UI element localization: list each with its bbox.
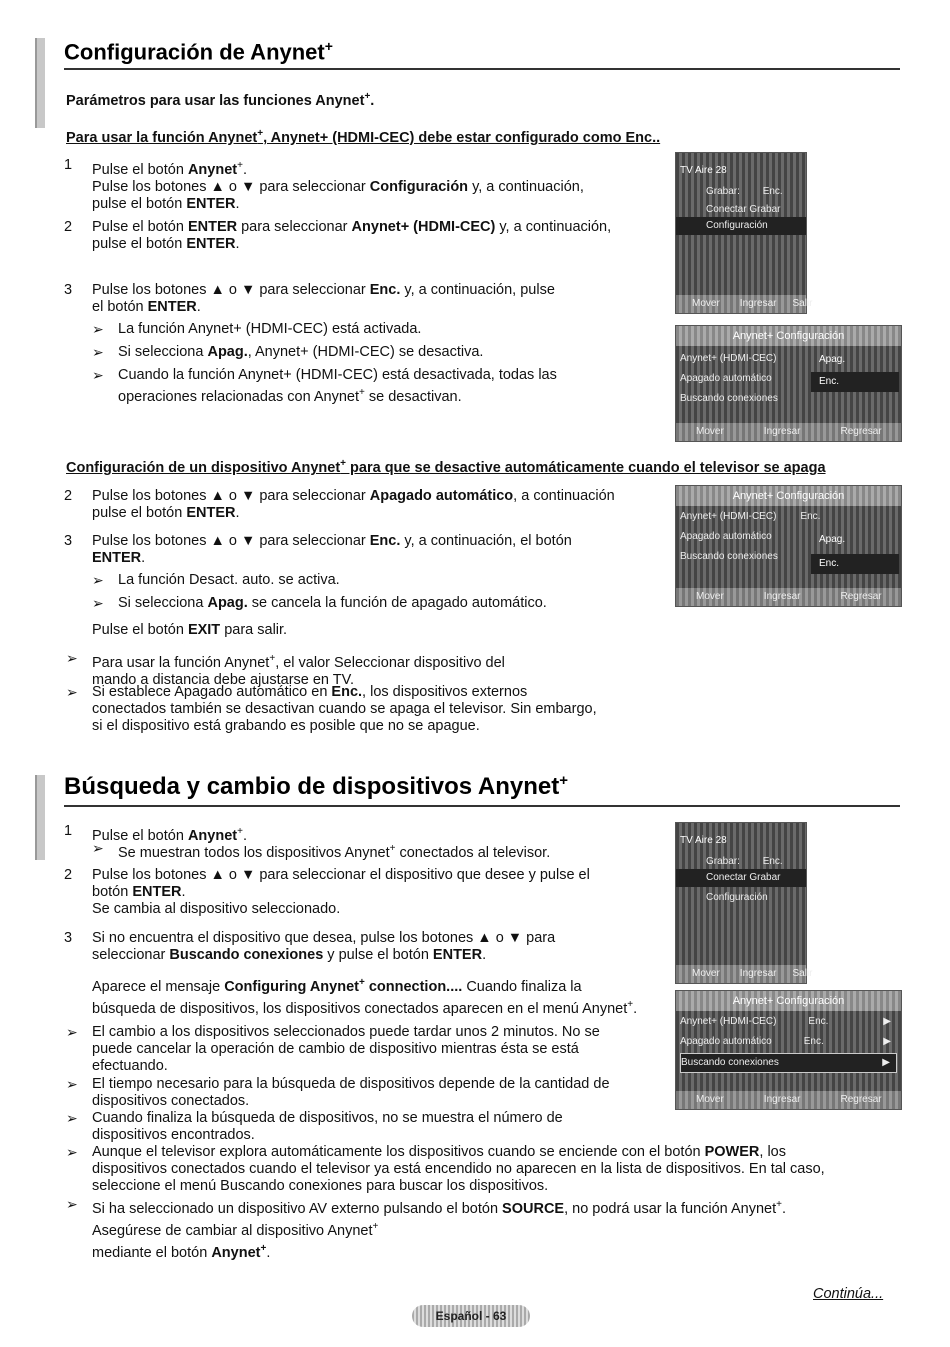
osd-title: Anynet+ Configuración (676, 326, 901, 346)
arrow-icon: ➢ (92, 572, 104, 588)
osd-anynet-config (675, 485, 902, 607)
osd-menu-item: Configuración (706, 892, 768, 903)
osd-menu-item: Configuración (676, 217, 806, 235)
osd-footer: Mover Ingresar Regresar (676, 1091, 901, 1109)
continue-label: Continúa... (813, 1286, 884, 1302)
osd-tv-menu (675, 152, 813, 314)
arrow-icon: ➢ (66, 1144, 78, 1160)
osd-header: TV Aire 28 (680, 165, 727, 176)
step-number: 3 (64, 533, 73, 549)
arrow-icon: ➢ (66, 1024, 78, 1040)
osd-row: Apagado automático (680, 531, 772, 542)
osd-row: Anynet+ (HDMI-CEC) (680, 353, 777, 364)
tip-text: El tiempo necesario para la búsqueda de dispositivos depende de la cantidad de dispositivos conectados. (92, 1076, 610, 1109)
osd-row: Apagado automático (680, 373, 772, 384)
arrow-icon: ➢ (66, 684, 78, 700)
note-text: La función Desact. auto. se activa. (118, 572, 340, 588)
step-number: 1 (64, 823, 73, 839)
osd-option-selected: Enc. (811, 554, 899, 574)
tip-text: Si ha seleccionado un dispositivo AV externo pulsando el botón SOURCE, no podrá usar la función Anynet+. Asegúrese de cambiar al dispositivo Anynet+ mediante el botón Anynet+. (92, 1199, 786, 1261)
tip-text: Aunque el televisor explora automáticamente los dispositivos cuando se enciende con el botón POWER, los dispositivos conectados cuando el televisor ya está encendido no aparecen en la lista de dispositivos. En tal caso, seleccione el menú Buscando conexiones para buscar los dispositivos. (92, 1144, 825, 1194)
section-side-bar (35, 38, 45, 128)
step-text: Pulse el botón ENTER para seleccionar Anynet+ (HDMI-CEC) y, a continuación, pulse el botón ENTER. (92, 219, 612, 252)
section-heading: Configuración de un dispositivo Anynet+ para que se desactive automáticamente cuando el televisor se apaga (66, 458, 826, 476)
note-text: La función Anynet+ (HDMI-CEC) está activada. (118, 321, 422, 337)
intro-heading: Para usar la función Anynet+, Anynet+ (HDMI-CEC) debe estar configurado como Enc.. (66, 128, 661, 146)
step-text: Pulse el botón Anynet+. (92, 826, 247, 844)
note-text: Cuando la función Anynet+ (HDMI-CEC) está desactivada, todas las operaciones relacionadas con Anynet+ se desactivan. (118, 367, 557, 405)
tip-text: El cambio a los dispositivos seleccionados puede tardar unos 2 minutos. No se puede cancelar la operación de cambio de dispositivo mientras ésta se está efectuando. (92, 1024, 600, 1074)
step-number: 2 (64, 867, 73, 883)
title-rule (64, 805, 900, 807)
step-text: Pulse el botón Anynet+. Pulse los botones ▲ o ▼ para seleccionar Configuración y, a continuación, pulse el botón ENTER. (92, 160, 584, 212)
osd-tv-menu (675, 822, 813, 984)
step-number: 2 (64, 488, 73, 504)
arrow-icon: ➢ (66, 1076, 78, 1092)
osd-title: Anynet+ Configuración (676, 991, 901, 1011)
step-number: 3 (64, 930, 73, 946)
osd-row: Apagado automático Enc. ▶ (680, 1036, 891, 1047)
arrow-icon: ➢ (92, 321, 104, 337)
osd-header: TV Aire 28 (680, 835, 727, 846)
exit-instruction: Pulse el botón EXIT para salir. (92, 622, 288, 638)
step-text: Si no encuentra el dispositivo que desea, pulse los botones ▲ o ▼ para seleccionar Buscando conexiones y pulse el botón ENTER. (92, 930, 556, 963)
step-number: 1 (64, 157, 73, 173)
osd-option-selected: Enc. (811, 372, 899, 392)
osd-option: Apag. (819, 354, 846, 365)
osd-row: Buscando conexiones (680, 393, 778, 404)
step-text: Pulse los botones ▲ o ▼ para seleccionar Enc. y, a continuación, pulse el botón ENTER. (92, 282, 555, 315)
arrow-icon: ➢ (92, 344, 104, 360)
osd-menu-item: Conectar Grabar (706, 204, 781, 215)
osd-footer: Mover Ingresar Salir (676, 295, 806, 313)
arrow-icon: ➢ (66, 1110, 78, 1126)
note-text: Si selecciona Apag., Anynet+ (HDMI-CEC) se desactiva. (118, 344, 484, 360)
osd-anynet-config (675, 990, 902, 1110)
osd-anynet-config (675, 325, 902, 442)
section-side-bar (35, 775, 45, 860)
message-text: Aparece el mensaje Configuring Anynet+ connection.... Cuando finaliza la búsqueda de dispositivos, los dispositivos conectados aparecen en el menú Anynet+. (92, 977, 638, 1017)
osd-row: Anynet+ (HDMI-CEC) Enc. ▶ (680, 1016, 891, 1027)
tip-text: Si establece Apagado automático en Enc., los dispositivos externos conectados también se desactivan cuando se apaga el televisor. Sin embargo, si el dispositivo está grabando es posible que no se apague. (92, 684, 597, 734)
osd-footer: Mover Ingresar Regresar (676, 423, 901, 441)
page-number-badge: Español - 63 (412, 1305, 530, 1327)
osd-footer: Mover Ingresar Regresar (676, 588, 901, 606)
note-text: Si selecciona Apag. se cancela la función de apagado automático. (118, 595, 547, 611)
arrow-icon: ➢ (66, 1196, 78, 1212)
osd-row: Anynet+ (HDMI-CEC) Enc. (680, 511, 821, 522)
note-text: Se muestran todos los dispositivos Anynet+ conectados al televisor. (118, 843, 551, 861)
title-rule (64, 68, 900, 70)
step-number: 3 (64, 282, 73, 298)
tip-text: Cuando finaliza la búsqueda de dispositivos, no se muestra el número de dispositivos encontrados. (92, 1110, 563, 1143)
step-number: 2 (64, 219, 73, 235)
arrow-icon: ➢ (66, 650, 78, 666)
osd-footer: Mover Ingresar Salir (676, 965, 806, 983)
arrow-icon: ➢ (92, 595, 104, 611)
osd-menu-item: Conectar Grabar (676, 869, 806, 887)
osd-menu-item: Grabar: Enc. (706, 186, 783, 197)
tip-text: Para usar la función Anynet+, el valor Seleccionar dispositivo del mando a distancia debe ajustarse en TV. (92, 653, 505, 688)
section-title: Búsqueda y cambio de dispositivos Anynet+ (64, 772, 568, 800)
osd-row-selected: Buscando conexiones ▶ (680, 1053, 897, 1073)
osd-menu-item: Grabar: Enc. (706, 856, 783, 867)
osd-option: Apag. (819, 534, 846, 545)
step-text: Pulse los botones ▲ o ▼ para seleccionar Apagado automático, a continuación pulse el botón ENTER. (92, 488, 615, 521)
step-text: Pulse los botones ▲ o ▼ para seleccionar Enc. y, a continuación, el botón ENTER. (92, 533, 572, 566)
section-title: Configuración de Anynet+ (64, 38, 333, 65)
osd-row: Buscando conexiones (680, 551, 778, 562)
subtitle: Parámetros para usar las funciones Anynet+. (66, 91, 375, 109)
osd-title: Anynet+ Configuración (676, 486, 901, 506)
arrow-icon: ➢ (92, 840, 104, 856)
step-text: Pulse los botones ▲ o ▼ para seleccionar el dispositivo que desee y pulse el botón ENTER. Se cambia al dispositivo seleccionado. (92, 867, 590, 917)
arrow-icon: ➢ (92, 367, 104, 383)
